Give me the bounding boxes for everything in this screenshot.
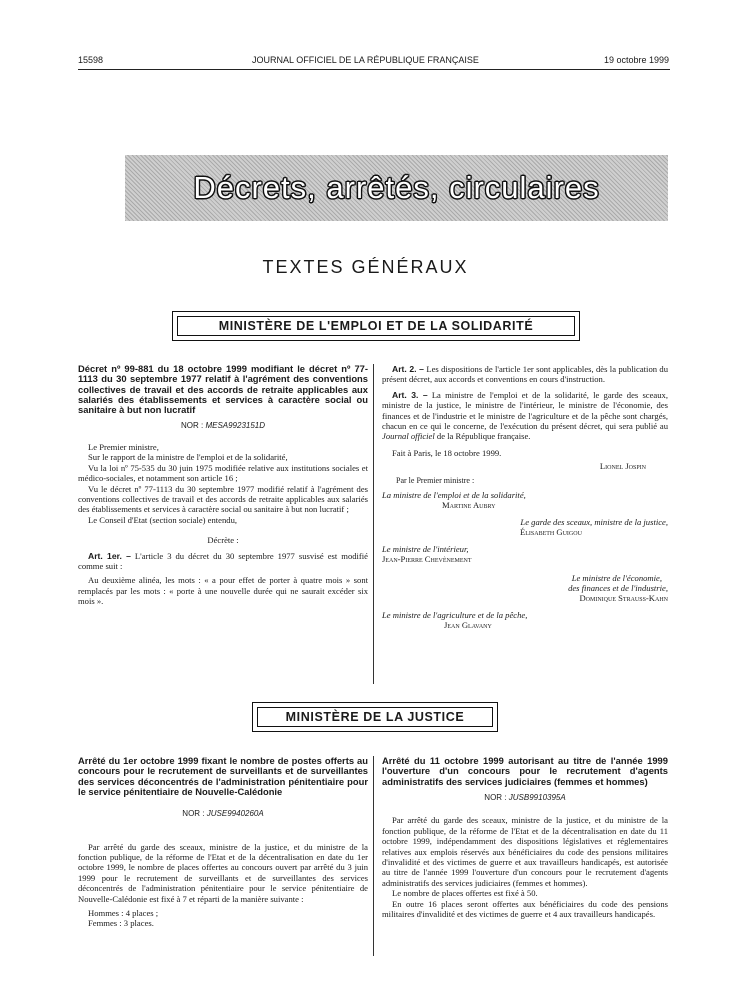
arrete1-para: Par arrêté du garde des sceaux, ministre de la justice, et du ministre de la fonction publique, de la réforme de l'Etat et de la décentralisation en date du 1er octobre 1999, le nombre de places offertes au concours ouvert par arrêté du 3 juin 1999 pour le recrutement de surveillants et de surveillantes des services déconcentrés de l'administration pénitentiaire pour le service pénitentiaire de Nouvelle-Calédonie est fixé à 7 et réparti de la manière suivante : xyxy=(78,841,368,904)
signatory-role: Le garde des sceaux, ministre de la justice, xyxy=(520,516,668,527)
signatory-name: Dominique Strauss-Kahn xyxy=(579,593,668,604)
decret-para: Le Conseil d'Etat (section sociale) entendu, xyxy=(88,514,238,525)
article-text: de la République française. xyxy=(436,431,531,442)
fait-a-paris: Fait à Paris, le 18 octobre 1999. xyxy=(392,447,502,458)
nor-code: JUSB9910395A xyxy=(508,792,566,802)
article-label: Art. 2. – xyxy=(392,364,424,374)
section-banner xyxy=(125,155,668,221)
decret-title: Décret nº 99-881 du 18 octobre 1999 modifiant le décret nº 77-1113 du 30 septembre 1977 relatif à l'agrément des conventions collectives de travail et des accords de retraite applicables aux salariés des établissements et services à caractère social ou sanitaire à but non lucratif xyxy=(78,363,368,416)
banner-title: Décrets, arrêtés, circulaires xyxy=(193,170,600,205)
nor-code: JUSE9940260A xyxy=(206,809,264,819)
nor-label: NOR : xyxy=(180,421,204,431)
arrete1-para: Hommes : 4 places ; xyxy=(88,908,159,919)
column-divider xyxy=(373,756,374,956)
arrete2-column xyxy=(382,756,668,919)
article-label: Art. 1er. – xyxy=(88,550,131,561)
decret-para: Vu la loi nº 75-535 du 30 juin 1975 modifiée relative aux institutions sociales et médico-sociales, et notamment son article 16 ; xyxy=(78,462,368,484)
signatory-name: Jean Glavany xyxy=(444,620,492,631)
nor-code: MESA9923151D xyxy=(205,421,266,431)
nor-label: NOR : xyxy=(182,809,205,819)
header-rule xyxy=(78,69,670,70)
journal-officiel-ref: Journal officiel xyxy=(382,431,435,442)
column-divider xyxy=(373,364,374,684)
article-label: Art. 3. – xyxy=(392,389,428,400)
signatory-name: Jean-Pierre Chevènement xyxy=(382,554,472,565)
arrete1-column xyxy=(78,756,368,929)
article-text: La ministre de l'emploi et de la solidarité, le garde des sceaux, ministre de la justice, le ministre de l'intérieur, le ministre de l'économie, des finances et de l'industrie et le ministre de l'agriculture et de la pêche sont chargés, chacun en ce qui le concerne, de l'exécution du présent décret, qui sera publié au xyxy=(382,389,668,432)
ministry-box-emploi xyxy=(172,311,580,341)
arrete1-para: Femmes : 3 places. xyxy=(88,918,154,929)
decret-para: Vu le décret nº 77-1113 du 30 septembre 1977 modifié relatif à l'agrément des conventions collectives de travail et des accords de retraite applicables aux salariés des établissements et services à caractère social ou sanitaire à but non lucratif ; xyxy=(78,483,368,515)
nor-label: NOR : xyxy=(484,792,507,802)
decret-para: Sur le rapport de la ministre de l'emploi et de la solidarité, xyxy=(88,452,288,463)
decret-para: Le Premier ministre, xyxy=(88,441,159,452)
arrete1-nor xyxy=(78,809,368,819)
decret-left-column xyxy=(78,364,368,607)
decret-nor xyxy=(78,421,368,431)
page-number: 15598 xyxy=(78,55,104,65)
article-2 xyxy=(382,364,668,385)
signatory-role: Le ministre de l'agriculture et de la pêche, xyxy=(382,609,528,620)
arrete2-para: Le nombre de places offertes est fixé à 50. xyxy=(392,888,538,899)
par-premier-ministre: Par le Premier ministre : xyxy=(396,475,475,485)
arrete2-title: Arrêté du 11 octobre 1999 autorisant au titre de l'année 1999 l'ouverture d'un concours pour le recrutement d'agents administratifs des services judiciaires (femmes et hommes) xyxy=(382,755,668,787)
arrete1-title: Arrêté du 1er octobre 1999 fixant le nombre de postes offerts au concours pour le recrutement de surveillants et de surveillantes des services déconcentrés de l'administration pénitentiaire pour le service pénitentiaire de Nouvelle-Calédonie xyxy=(78,755,368,797)
article-text: Les dispositions de l'article 1er sont applicables, dès la publication du présent décret, aux accords et conventions en cours d'instruction. xyxy=(382,364,668,385)
signatory-role: Le ministre de l'intérieur, xyxy=(382,543,469,554)
ministry-box-justice xyxy=(252,702,498,732)
signature-pm: Lionel Jospin xyxy=(599,461,646,472)
ministry-title: MINISTÈRE DE L'EMPLOI ET DE LA SOLIDARITÉ xyxy=(177,316,575,336)
decret-right-column xyxy=(382,364,668,631)
arrete2-para: En outre 16 places seront offertes aux bénéficiaires du code des pensions militaires d'invalidité et des victimes de guerre et 4 aux travailleurs handicapés. xyxy=(382,898,668,919)
signatory-role: des finances et de l'industrie, xyxy=(568,582,668,593)
issue-date: 19 octobre 1999 xyxy=(603,55,669,65)
arrete2-para: Par arrêté du garde des sceaux, ministre de la justice, et du ministre de la fonction publique, de la réforme de l'Etat et de la décentralisation en date du 11 octobre 1999, indépendamment des dispositions législatives et réglementaires relatives aux emplois réservés aux bénéficiaires du code des pensions militaires d'invalidité et des victimes de guerre et aux travailleurs handicapés, est autorisée au titre de l'année 1999 l'ouverture d'un concours pour le recrutement d'agents administratifs des services judiciaires (femmes et hommes). xyxy=(382,815,668,888)
signatory-name: Martine Aubry xyxy=(442,500,496,511)
section-title: TEXTES GÉNÉRAUX xyxy=(262,257,469,277)
article-1-para: Au deuxième alinéa, les mots : « a pour effet de porter à quatre mois » sont remplacés par les mots : « porte à une nouvelle durée qui ne saurait excéder six mois ». xyxy=(78,575,368,607)
signatory-role: Le ministre de l'économie, xyxy=(571,572,662,583)
ministry-title: MINISTÈRE DE LA JUSTICE xyxy=(257,707,493,727)
article-1 xyxy=(78,551,368,572)
decrete: Décrète : xyxy=(207,535,239,546)
signatory-role: La ministre de l'emploi et de la solidarité, xyxy=(382,490,526,501)
article-text: L'article 3 du décret du 30 septembre 1977 susvisé est modifié comme suit : xyxy=(78,550,368,571)
signatory-name: Élisabeth Guigou xyxy=(520,527,582,538)
arrete2-nor xyxy=(382,793,668,803)
journal-title: JOURNAL OFFICIEL DE LA RÉPUBLIQUE FRANÇAISE xyxy=(252,55,479,65)
article-3 xyxy=(382,390,668,442)
